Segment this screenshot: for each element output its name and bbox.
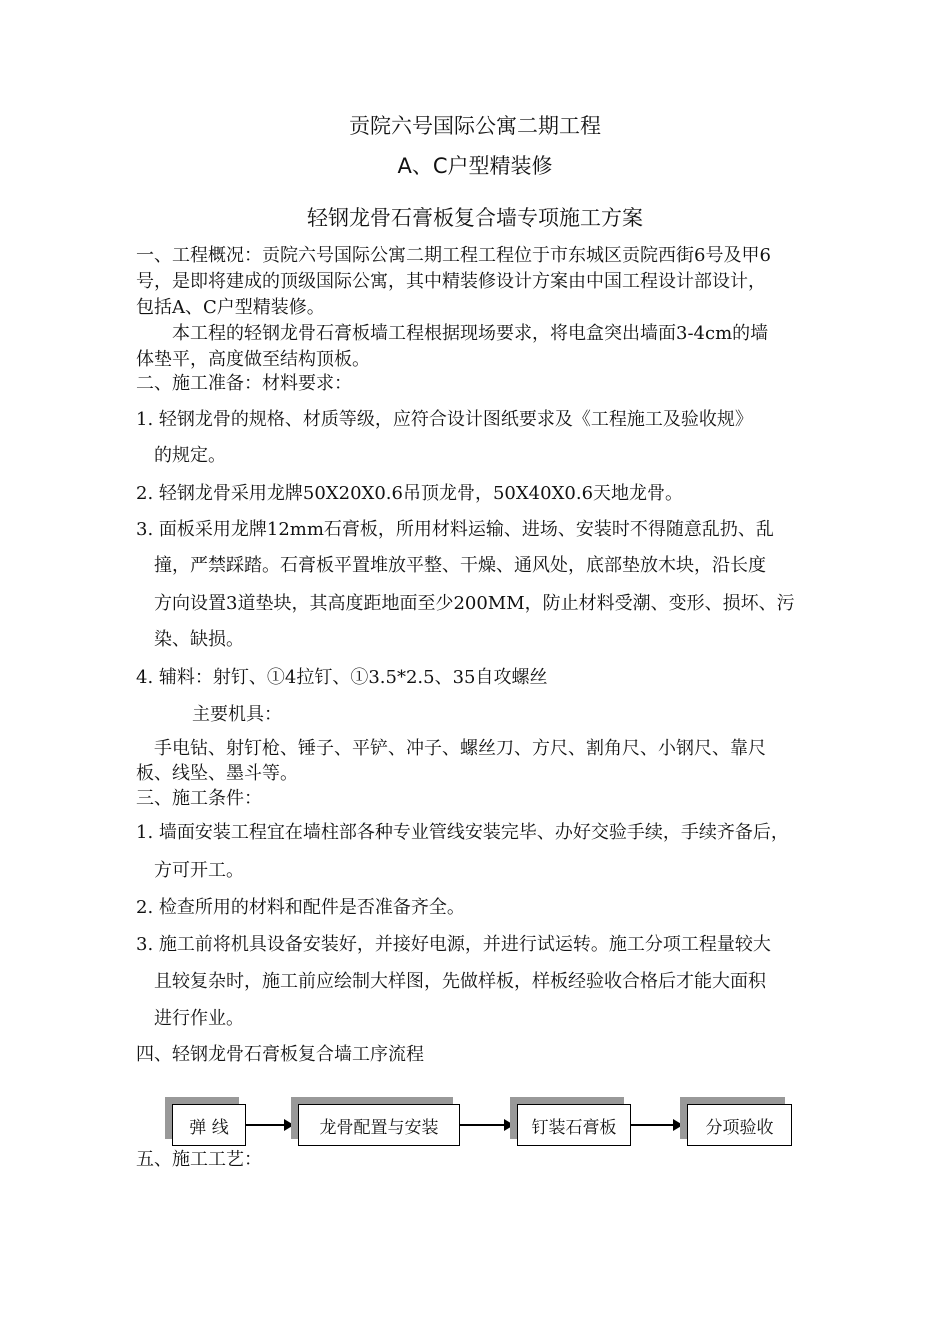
section2-item3-c: 方向设置3道垫块，其高度距地面至少200MM，防止材料受潮、变形、损坏、污: [154, 593, 795, 614]
flow-arrow-2: [460, 1124, 512, 1126]
section1-line4: 本工程的轻钢龙骨石膏板墙工程根据现场要求，将电盒突出墙面3-4cm的墙: [172, 323, 769, 344]
section4-heading: 四、轻钢龙骨石膏板复合墙工序流程: [136, 1044, 424, 1065]
section3-heading: 三、施工条件：: [136, 788, 262, 809]
section3-item3-b: 且较复杂时，施工前应绘制大样图，先做样板，样板经验收合格后才能大面积: [154, 971, 766, 992]
section2-item2: 2. 轻钢龙骨采用龙牌50X20X0.6吊顶龙骨，50X40X0.6天地龙骨。: [136, 483, 684, 504]
section2-item3-b: 撞，严禁踩踏。石膏板平置堆放平整、干燥、通风处，底部垫放木块，沿长度: [154, 555, 766, 576]
section2-item3-d: 染、缺损。: [154, 629, 244, 650]
section1-line1: 一、工程概况：贡院六号国际公寓二期工程工程位于市东城区贡院西街6号及甲6: [136, 245, 771, 266]
tools-heading: 主要机具：: [192, 704, 282, 725]
doc-title-line1: 贡院六号国际公寓二期工程: [349, 114, 601, 138]
section2-heading: 二、施工准备：材料要求：: [136, 373, 352, 394]
tools-list-a: 手电钻、射钉枪、锤子、平铲、冲子、螺丝刀、方尺、割角尺、小钢尺、靠尺: [154, 738, 766, 759]
section3-item1-b: 方可开工。: [154, 860, 244, 881]
flow-arrow-1: [246, 1124, 292, 1126]
section5-heading: 五、施工工艺：: [136, 1149, 262, 1170]
section1-line3: 包括A、C户型精装修。: [136, 297, 325, 318]
section2-item1-a: 1. 轻钢龙骨的规格、材质等级，应符合设计图纸要求及《工程施工及验收规》: [136, 409, 753, 430]
flow-step-1: 弹 线: [172, 1104, 246, 1146]
tools-list-b: 板、线坠、墨斗等。: [136, 763, 298, 784]
section1-line2: 号，是即将建成的顶级国际公寓，其中精装修设计方案由中国工程设计部设计，: [136, 271, 766, 292]
section3-item2: 2. 检查所用的材料和配件是否准备齐全。: [136, 897, 465, 918]
section2-item4: 4. 辅料：射钉、①4拉钉、①3.5*2.5、35自攻螺丝: [136, 667, 548, 688]
flow-step-4: 分项验收: [687, 1104, 792, 1146]
doc-title-line3: 轻钢龙骨石膏板复合墙专项施工方案: [307, 206, 643, 230]
section1-line5: 体垫平，高度做至结构顶板。: [136, 349, 370, 370]
section3-item3-c: 进行作业。: [154, 1008, 244, 1029]
section2-item3-a: 3. 面板采用龙牌12mm石膏板，所用材料运输、进场、安装时不得随意乱扔、乱: [136, 519, 774, 540]
section2-item1-b: 的规定。: [154, 445, 226, 466]
flow-step-2: 龙骨配置与安装: [298, 1104, 460, 1146]
doc-title-line2: A、C户型精装修: [397, 154, 553, 178]
flow-step-3: 钉装石膏板: [517, 1104, 631, 1146]
section3-item1-a: 1. 墙面安装工程宜在墙柱部各种专业管线安装完毕、办好交验手续，手续齐备后，: [136, 822, 789, 843]
section3-item3-a: 3. 施工前将机具设备安装好，并接好电源，并进行试运转。施工分项工程量较大: [136, 934, 771, 955]
flow-arrow-3: [631, 1124, 681, 1126]
